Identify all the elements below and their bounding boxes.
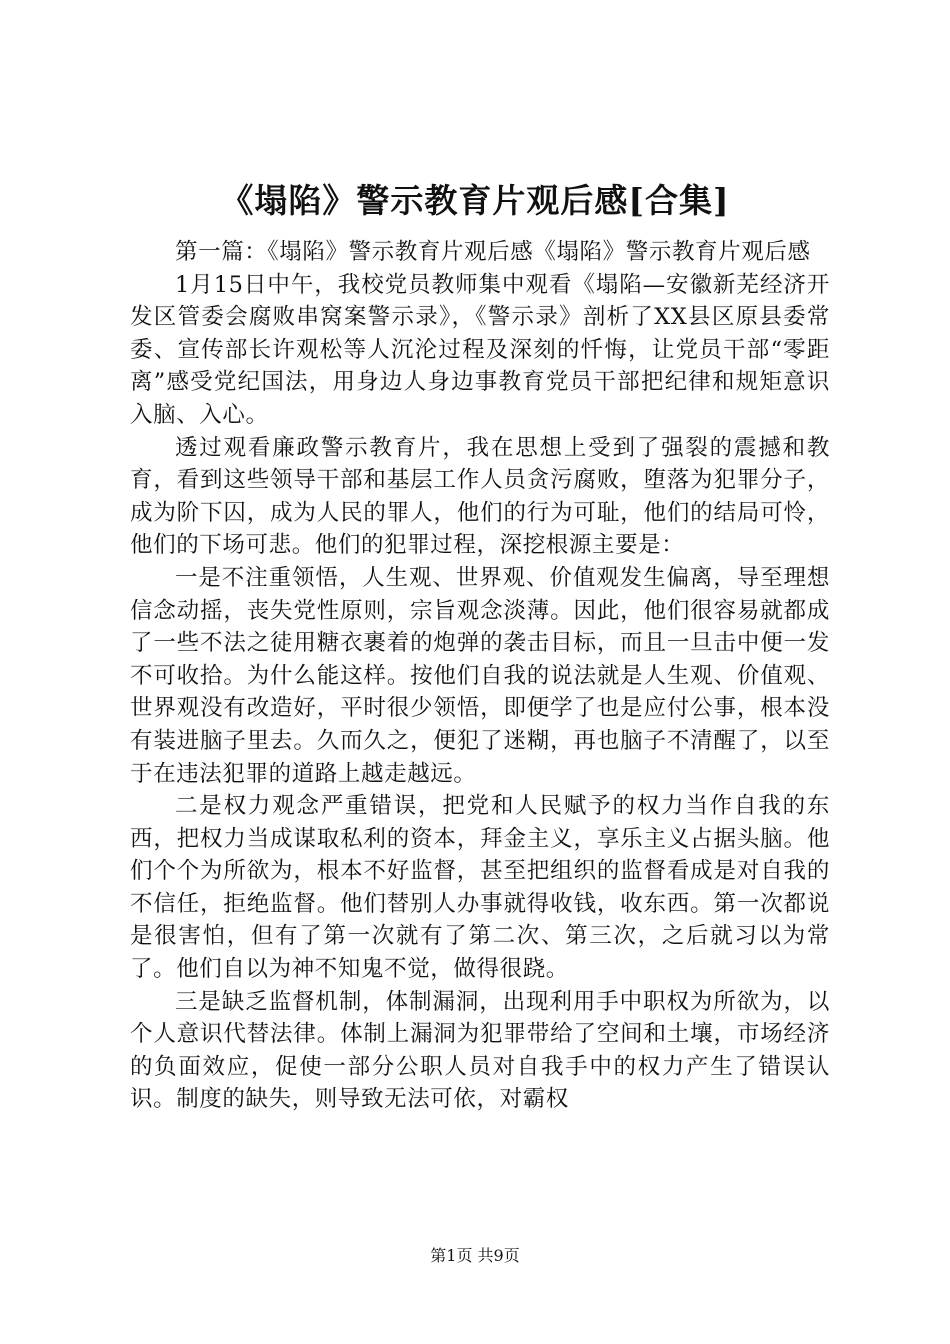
paragraph: 1月15日中午，我校党员教师集中观看《塌陷—安徽新芜经济开发区管委会腐败串窝案警示录》，《警示录》剖析了XX县区原县委常委、宣传部长许观松等人沉沦过程及深刻的忏悔，让党员干部“零距离”感受党纪国法，用身边人身边事教育党员干部把纪律和规矩意识入脑、入心。 (130, 271, 830, 428)
paragraph: 三是缺乏监督机制，体制漏洞，出现利用手中职权为所欲为，以个人意识代替法律。体制上漏洞为犯罪带给了空间和土壤，市场经济的负面效应，促使一部分公职人员对自我手中的权力产生了错误认识。制度的缺失，则导致无法可依，对霸权 (130, 988, 830, 1113)
document-body (130, 236, 830, 1116)
paragraph: 透过观看廉政警示教育片，我在思想上受到了强裂的震撼和教育，看到这些领导干部和基层工作人员贪污腐败，堕落为犯罪分子，成为阶下囚，成为人民的罪人，他们的行为可耻，他们的结局可怜，他们的下场可悲。他们的犯罪过程，深挖根源主要是： (130, 434, 830, 559)
paragraph: 二是权力观念严重错误，把党和人民赋予的权力当作自我的东西，把权力当成谋取私利的资本，拜金主义，享乐主义占据头脑。他们个个为所欲为，根本不好监督，甚至把组织的监督看成是对自我的不信任，拒绝监督。他们替别人办事就得收钱，收东西。第一次都说是很害怕，但有了第一次就有了第二次、第三次，之后就习以为常了。他们自以为神不知鬼不觉，做得很跷。 (130, 793, 830, 983)
page-number-footer: 第1页 共9页 (430, 1246, 520, 1265)
paragraph-heading: 第一篇：《塌陷》警示教育片观后感《塌陷》警示教育片观后感 (175, 239, 811, 265)
paragraph: 一是不注重领悟，人生观、世界观、价值观发生偏离，导至理想信念动摇，丧失党性原则，宗旨观念淡薄。因此，他们很容易就都成了一些不法之徒用糖衣裹着的炮弹的袭击目标，而且一旦击中便一发不可收拾。为什么能这样。按他们自我的说法就是人生观、价值观、世界观没有改造好，平时很少领悟，即便学了也是应付公事，根本没有装进脑子里去。久而久之，便犯了迷糊，再也脑子不清醒了，以至于在违法犯罪的道路上越走越远。 (130, 564, 830, 787)
document-title: 《塌陷》警示教育片观后感[合集] (220, 181, 730, 220)
